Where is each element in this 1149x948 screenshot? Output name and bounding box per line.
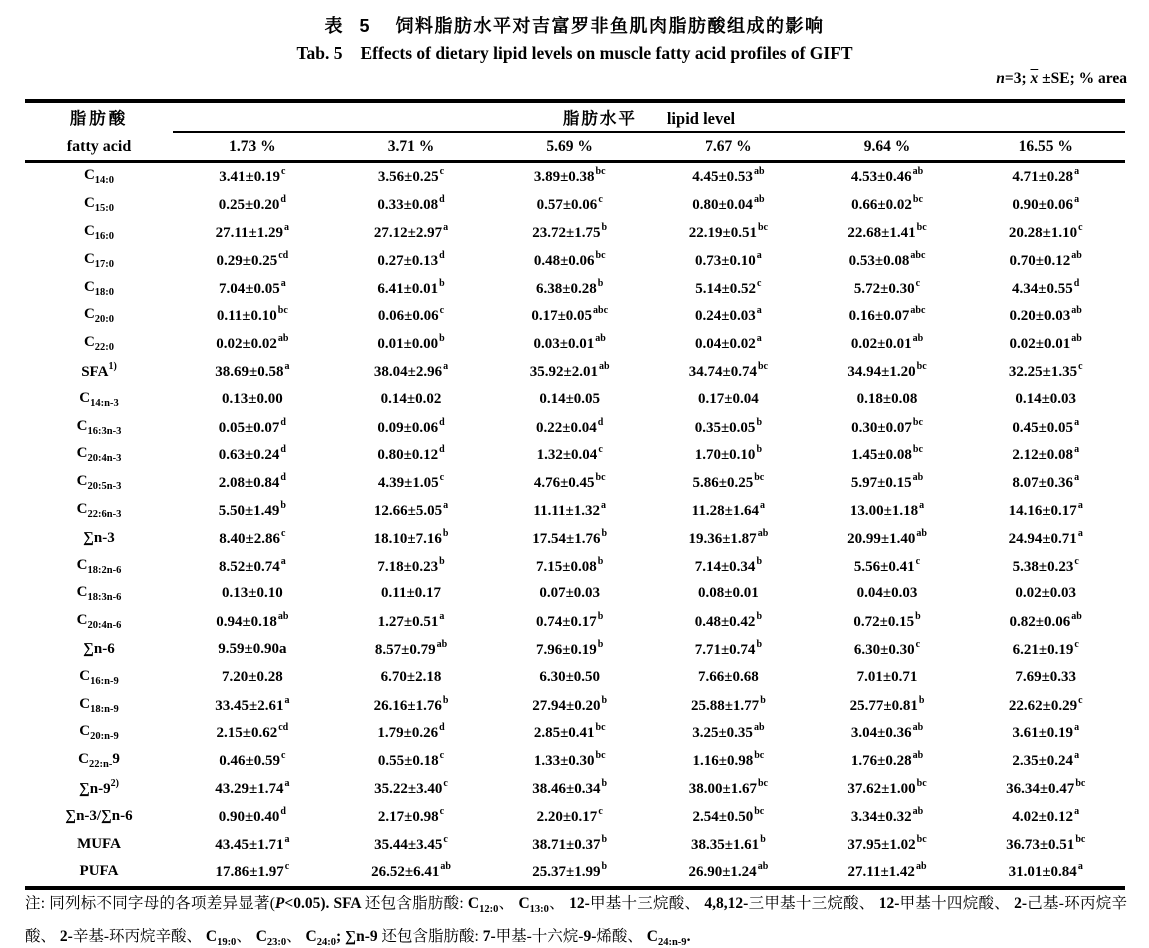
value-cell: 0.35±0.05$^b$ xyxy=(694,416,762,436)
footnote-segment: 12:0 xyxy=(479,904,499,916)
table-row xyxy=(25,524,1125,552)
row-label: $C_{18:2n-6}$ xyxy=(76,556,122,576)
value-cell: 0.07±0.03 xyxy=(539,585,601,602)
footnote-segment: C xyxy=(646,928,658,946)
stats-annotation xyxy=(996,70,1127,88)
value-cell: 0.02±0.02$^{ab}$ xyxy=(216,333,289,353)
value-cell: 6.38±0.28$^b$ xyxy=(536,277,604,297)
mean-symbol: $\overline{x}$ xyxy=(1030,70,1039,87)
value-cell: 38.00±1.67$^{bc}$ xyxy=(688,777,768,797)
value-cell: 38.69±0.58$^a$ xyxy=(215,360,290,380)
value-cell: 4.39±1.05$^c$ xyxy=(377,472,445,492)
value-cell: 6.70±2.18 xyxy=(380,668,442,685)
value-cell: 1.33±0.30$^{bc}$ xyxy=(533,750,606,770)
level-header-3: 5.69 % xyxy=(546,137,593,155)
level-header-6: 16.55 % xyxy=(1018,137,1073,155)
value-cell: 3.89±0.38$^{bc}$ xyxy=(533,166,606,186)
n-symbol: n xyxy=(996,70,1005,87)
value-cell: 4.45±0.53$^{ab}$ xyxy=(692,166,765,186)
value-cell: 2.35±0.24$^a$ xyxy=(1012,750,1080,770)
footnote-segment: 甲基十三烷酸、 xyxy=(589,895,705,912)
value-cell: 0.02±0.01$^{ab}$ xyxy=(850,333,924,353)
value-cell: 18.10±7.16$^b$ xyxy=(373,527,449,547)
value-cell: 26.52±6.41$^{ab}$ xyxy=(371,861,451,881)
row-label: $C_{16:0}$ xyxy=(83,222,115,242)
value-cell: 3.41±0.19$^c$ xyxy=(219,166,286,186)
lipid-level-zh: 脂肪水平 xyxy=(562,109,637,128)
value-cell: 11.11±1.32$^a$ xyxy=(533,499,606,519)
footnote-segment: 、 xyxy=(286,928,306,946)
value-cell: 22.68±1.41$^{bc}$ xyxy=(847,221,927,241)
value-cell: 0.14±0.03 xyxy=(1015,390,1077,407)
row-label: SFA$^{1)}$ xyxy=(81,360,117,380)
value-cell: 0.13±0.10 xyxy=(221,585,283,602)
table-row xyxy=(25,691,1125,719)
footnote-segment: 24:n-9 xyxy=(657,937,687,948)
level-header-2: 3.71 % xyxy=(387,137,435,155)
value-cell: 13.00±1.18$^a$ xyxy=(849,499,925,519)
table-row xyxy=(25,469,1125,497)
level-header-5: 9.64 % xyxy=(863,137,911,155)
row-label: ∑n-9$^{2)}$ xyxy=(79,777,119,797)
row-label: $C_{18:3n-6}$ xyxy=(76,584,122,604)
value-cell: 0.46±0.59$^c$ xyxy=(219,750,286,770)
value-cell: 0.27±0.13$^d$ xyxy=(377,249,445,269)
value-cell: 3.56±0.25$^c$ xyxy=(377,166,445,186)
footnote-segment: 13:0 xyxy=(529,904,549,916)
value-cell: 25.88±1.77$^b$ xyxy=(690,694,766,714)
row-label: $C_{22:n-}9$ xyxy=(78,751,120,771)
footnote-segment: 、 xyxy=(498,895,519,912)
value-cell: 8.52±0.74$^a$ xyxy=(218,555,286,575)
value-cell: 11.28±1.64$^a$ xyxy=(691,499,766,519)
table-body xyxy=(25,163,1125,890)
value-cell: 0.24±0.03$^a$ xyxy=(694,305,762,325)
value-cell: 7.01±0.71 xyxy=(856,668,918,685)
value-cell: 31.01±0.84$^a$ xyxy=(1008,861,1083,881)
row-label: $C_{22:6n-3}$ xyxy=(76,500,122,520)
value-cell: 4.02±0.12$^a$ xyxy=(1012,805,1080,825)
footnote-segment: 19:0 xyxy=(217,937,237,948)
value-cell: 32.25±1.35$^c$ xyxy=(1008,360,1083,380)
table-row xyxy=(25,413,1125,441)
value-cell: 7.66±0.68 xyxy=(697,668,759,685)
table-row xyxy=(25,274,1125,302)
table-title-zh xyxy=(0,12,1149,38)
value-cell: 43.29±1.74$^a$ xyxy=(215,777,290,797)
table-row xyxy=(25,330,1125,358)
value-cell: 2.20±0.17$^c$ xyxy=(536,805,603,825)
row-label: $C_{20:4n-3}$ xyxy=(76,445,122,465)
value-cell: 0.29±0.25$^{cd}$ xyxy=(216,249,289,269)
row-label: $C_{18:n-9}$ xyxy=(79,695,119,715)
value-cell: 0.14±0.05 xyxy=(539,390,601,407)
value-cell: 0.57±0.06$^c$ xyxy=(536,194,603,214)
value-cell: 8.40±2.86$^c$ xyxy=(219,527,286,547)
row-label: $C_{20:0}$ xyxy=(83,306,115,326)
value-cell: 0.22±0.04$^d$ xyxy=(536,416,604,436)
value-cell: 5.14±0.52$^c$ xyxy=(695,277,762,297)
value-cell: 38.46±0.34$^b$ xyxy=(532,777,608,797)
footnote-segment: 4,8,12- xyxy=(704,895,749,912)
table-number-zh: 表 5 xyxy=(324,16,376,36)
footnote-segment: 辛基-环丙烷辛酸、 xyxy=(72,928,206,946)
footnote-segment: 23:0 xyxy=(266,937,287,948)
value-cell: 0.30±0.07$^{bc}$ xyxy=(851,416,923,436)
footnote-segment: ∑n-9 xyxy=(345,928,382,946)
row-label: $C_{16:n-9}$ xyxy=(79,667,119,687)
value-cell: 0.04±0.02$^a$ xyxy=(694,333,762,353)
value-cell: 0.02±0.03 xyxy=(1015,585,1077,602)
value-cell: 20.99±1.40$^{ab}$ xyxy=(847,527,927,547)
value-cell: 0.11±0.17 xyxy=(381,585,441,602)
footnote-segment: P xyxy=(274,895,285,912)
value-cell: 0.66±0.02$^{bc}$ xyxy=(851,194,923,214)
value-cell: 24.94±0.71$^a$ xyxy=(1008,527,1083,547)
value-cell: 0.06±0.06$^c$ xyxy=(377,305,445,325)
value-cell: 2.85±0.41$^{bc}$ xyxy=(533,722,606,742)
row-label: $C_{18:0}$ xyxy=(83,278,115,298)
row-label: $C_{20:n-9}$ xyxy=(79,723,119,743)
level-header-4: 7.67 % xyxy=(705,137,752,155)
table-row xyxy=(25,385,1125,413)
footnote-segment: 甲基十四烷酸、 xyxy=(899,895,1015,912)
footnote-segment: 烯酸、 xyxy=(596,928,647,946)
value-cell: 7.20±0.28 xyxy=(221,668,283,685)
footnote-segment: 、 xyxy=(236,928,256,946)
table-row xyxy=(25,775,1125,803)
table-row xyxy=(25,747,1125,775)
value-cell: 0.17±0.05$^{abc}$ xyxy=(531,305,609,325)
row-label: MUFA xyxy=(77,835,121,852)
footnote-segment: 12- xyxy=(878,895,900,912)
footnote-segment: 注: 同列标不同字母的各项差异显著( xyxy=(25,895,275,912)
value-cell: 0.08±0.01 xyxy=(697,585,759,602)
footnote-segment: . xyxy=(686,928,691,946)
value-cell: 5.38±0.23$^c$ xyxy=(1012,555,1079,575)
value-cell: 20.28±1.10$^c$ xyxy=(1008,221,1083,241)
value-cell: 1.79±0.26$^d$ xyxy=(377,722,445,742)
value-cell: 3.25±0.35$^{ab}$ xyxy=(692,722,765,742)
footnote-segment: 24:0 xyxy=(316,937,336,948)
value-cell: 7.69±0.33 xyxy=(1015,668,1077,685)
value-cell: 36.73±0.51$^{bc}$ xyxy=(1006,833,1086,853)
value-cell: 0.20±0.03$^{ab}$ xyxy=(1009,305,1082,325)
table-header-levels-row xyxy=(25,133,1125,163)
table-header-group-row xyxy=(25,103,1125,131)
row-label: ∑n-3/∑n-6 xyxy=(65,807,133,824)
value-cell: 0.90±0.40$^d$ xyxy=(218,805,286,825)
value-cell: 0.80±0.04$^{ab}$ xyxy=(692,194,765,214)
value-cell: 0.48±0.06$^{bc}$ xyxy=(533,249,606,269)
value-cell: 5.56±0.41$^c$ xyxy=(853,555,921,575)
value-cell: 6.21±0.19$^c$ xyxy=(1012,638,1079,658)
value-cell: 0.94±0.18$^{ab}$ xyxy=(216,611,289,631)
level-header-1: 1.73 % xyxy=(229,137,276,155)
footnote-segment: ; xyxy=(336,928,346,946)
value-cell: 4.71±0.28$^a$ xyxy=(1012,166,1080,186)
value-cell: 0.01±0.00$^b$ xyxy=(377,333,445,353)
value-cell: 0.16±0.07$^{abc}$ xyxy=(848,305,926,325)
row-label: ∑n-3 xyxy=(83,529,115,546)
value-cell: 0.11±0.10$^{bc}$ xyxy=(216,305,288,325)
row-label: $C_{20:5n-3}$ xyxy=(76,473,122,493)
table-row xyxy=(25,163,1125,191)
table-title-zh-text: 饲料脂肪水平对吉富罗非鱼肌肉脂肪酸组成的影响 xyxy=(395,16,825,36)
value-cell: 0.82±0.06$^{ab}$ xyxy=(1009,611,1082,631)
footnote-segment: 三甲基十三烷酸、 xyxy=(748,895,879,912)
footnote-segment: C xyxy=(205,928,218,946)
footnote-segment: 、 xyxy=(548,895,570,912)
value-cell: 0.13±0.00 xyxy=(221,390,283,407)
row-label: $C_{14:0}$ xyxy=(83,167,115,187)
footnote xyxy=(25,890,1127,948)
table-row xyxy=(25,830,1125,858)
value-cell: 27.11±1.29$^a$ xyxy=(215,221,290,241)
value-cell: 0.45±0.05$^a$ xyxy=(1012,416,1080,436)
value-cell: 0.14±0.02 xyxy=(380,390,442,407)
value-cell: 35.44±3.45$^c$ xyxy=(374,833,448,853)
table-row xyxy=(25,552,1125,580)
value-cell: 2.08±0.84$^d$ xyxy=(218,472,286,492)
table-row xyxy=(25,358,1125,386)
value-cell: 0.73±0.10$^a$ xyxy=(694,249,762,269)
value-cell: 0.09±0.06$^d$ xyxy=(377,416,445,436)
value-cell: 9.59±0.90a xyxy=(218,640,287,657)
value-cell: 1.16±0.98$^{bc}$ xyxy=(692,750,765,770)
value-cell: 0.72±0.15$^b$ xyxy=(853,611,921,631)
value-cell: 8.57±0.79$^{ab}$ xyxy=(374,638,448,658)
value-cell: 7.14±0.34$^b$ xyxy=(694,555,762,575)
table-row xyxy=(25,441,1125,469)
footnote-segment: 9- xyxy=(583,928,597,946)
footnote-segment: 2- xyxy=(59,928,73,946)
value-cell: 5.50±1.49$^b$ xyxy=(218,499,286,519)
row-label: $C_{15:0}$ xyxy=(83,195,115,215)
value-cell: 33.45±2.61$^a$ xyxy=(215,694,290,714)
lipid-level-group-header xyxy=(173,105,1125,129)
value-cell: 7.71±0.74$^b$ xyxy=(694,638,762,658)
footnote-segment: C xyxy=(305,928,317,946)
table-row xyxy=(25,719,1125,747)
table-title-en-text: Effects of dietary lipid levels on muscle fatty acid profiles of GIFT xyxy=(360,43,853,63)
value-cell: 0.70±0.12$^{ab}$ xyxy=(1009,249,1082,269)
value-cell: 35.92±2.01$^{ab}$ xyxy=(529,360,610,380)
table-row xyxy=(25,636,1125,664)
column-header-fatty-acid-zh: 脂肪酸 xyxy=(69,109,129,128)
value-cell: 38.35±1.61$^b$ xyxy=(690,833,766,853)
table-row xyxy=(25,302,1125,330)
value-cell: 35.22±3.40$^c$ xyxy=(374,777,448,797)
column-header-fatty-acid-en: fatty acid xyxy=(66,137,132,155)
value-cell: 22.62±0.29$^c$ xyxy=(1008,694,1083,714)
value-cell: 43.45±1.71$^a$ xyxy=(215,833,290,853)
value-cell: 1.45±0.08$^{bc}$ xyxy=(851,444,923,464)
value-cell: 36.34±0.47$^{bc}$ xyxy=(1006,777,1086,797)
row-label: $C_{22:0}$ xyxy=(83,334,115,354)
row-label: $C_{14:n-3}$ xyxy=(79,389,119,409)
value-cell: 34.94±1.20$^{bc}$ xyxy=(847,360,927,380)
value-cell: 6.30±0.30$^c$ xyxy=(853,638,921,658)
footnote-segment: 还包含脂肪酸: xyxy=(381,928,483,946)
value-cell: 34.74±0.74$^{bc}$ xyxy=(688,360,768,380)
footnote-segment: 还包含脂肪酸: xyxy=(364,895,468,912)
value-cell: 6.41±0.01$^b$ xyxy=(377,277,445,297)
value-cell: 2.17±0.98$^c$ xyxy=(377,805,445,825)
value-cell: 2.15±0.62$^{cd}$ xyxy=(216,722,289,742)
value-cell: 0.74±0.17$^b$ xyxy=(536,611,604,631)
table-row xyxy=(25,663,1125,691)
value-cell: 3.61±0.19$^a$ xyxy=(1012,722,1080,742)
footnote-segment: 己基-环丙烷辛酸、 xyxy=(25,895,1127,946)
value-cell: 0.63±0.24$^d$ xyxy=(218,444,286,464)
value-cell: 25.37±1.99$^b$ xyxy=(532,861,608,881)
value-cell: 3.34±0.32$^{ab}$ xyxy=(850,805,924,825)
table-row xyxy=(25,858,1125,886)
row-label: $C_{20:4n-6}$ xyxy=(76,612,122,632)
value-cell: 3.04±0.36$^{ab}$ xyxy=(850,722,924,742)
table-title-en xyxy=(0,43,1149,64)
n-value: =3; xyxy=(1004,70,1031,87)
value-cell: 23.72±1.75$^b$ xyxy=(532,221,608,241)
footnote-segment: <0.05). SFA xyxy=(284,895,365,912)
value-cell: 0.05±0.07$^d$ xyxy=(218,416,286,436)
value-cell: 17.86±1.97$^c$ xyxy=(215,861,290,881)
value-cell: 38.04±2.96$^a$ xyxy=(373,360,449,380)
value-cell: 0.55±0.18$^c$ xyxy=(377,750,445,770)
value-cell: 0.48±0.42$^b$ xyxy=(694,611,762,631)
value-cell: 0.33±0.08$^d$ xyxy=(377,194,445,214)
value-cell: 2.12±0.08$^a$ xyxy=(1012,444,1080,464)
value-cell: 27.94±0.20$^b$ xyxy=(532,694,608,714)
value-cell: 37.95±1.02$^{bc}$ xyxy=(847,833,927,853)
footnote-segment: C xyxy=(255,928,267,946)
value-cell: 5.86±0.25$^{bc}$ xyxy=(692,472,765,492)
lipid-level-en: lipid level xyxy=(666,109,736,128)
value-cell: 5.97±0.15$^{ab}$ xyxy=(850,472,924,492)
row-label: PUFA xyxy=(79,863,119,880)
value-cell: 1.32±0.04$^c$ xyxy=(536,444,603,464)
table-row xyxy=(25,580,1125,608)
value-cell: 38.71±0.37$^b$ xyxy=(532,833,608,853)
value-cell: 27.12±2.97$^a$ xyxy=(373,221,449,241)
footnote-segment: C xyxy=(467,895,480,912)
value-cell: 0.18±0.08 xyxy=(856,390,918,407)
footnote-segment: 2- xyxy=(1014,895,1028,912)
footnote-segment: 7- xyxy=(482,928,496,946)
value-cell: 26.90±1.24$^{ab}$ xyxy=(688,861,769,881)
row-label: $C_{16:3n-3}$ xyxy=(76,417,122,437)
value-cell: 4.34±0.55$^d$ xyxy=(1012,277,1080,297)
table-row xyxy=(25,191,1125,219)
value-cell: 0.04±0.03 xyxy=(856,585,918,602)
value-cell: 6.30±0.50 xyxy=(539,668,601,685)
value-cell: 7.15±0.08$^b$ xyxy=(536,555,604,575)
footnote-segment: C xyxy=(518,895,530,912)
footnote-segment: 甲基-十六烷- xyxy=(495,928,584,946)
table-row xyxy=(25,802,1125,830)
table-number-en: Tab. 5 xyxy=(296,43,343,63)
value-cell: 25.77±0.81$^b$ xyxy=(849,694,925,714)
value-cell: 0.02±0.01$^{ab}$ xyxy=(1009,333,1082,353)
row-label: ∑n-6 xyxy=(83,640,115,657)
value-cell: 2.54±0.50$^{bc}$ xyxy=(692,805,765,825)
value-cell: 7.96±0.19$^b$ xyxy=(536,638,604,658)
value-cell: 37.62±1.00$^{bc}$ xyxy=(847,777,927,797)
value-cell: 4.76±0.45$^{bc}$ xyxy=(533,472,606,492)
footnote-segment: 12- xyxy=(569,895,590,912)
se-area-text: ±SE; % area xyxy=(1038,70,1127,87)
value-cell: 14.16±0.17$^a$ xyxy=(1008,499,1083,519)
table-row xyxy=(25,246,1125,274)
data-table xyxy=(25,99,1125,890)
value-cell: 0.80±0.12$^d$ xyxy=(377,444,445,464)
table-row xyxy=(25,497,1125,525)
row-label: $C_{17:0}$ xyxy=(83,250,115,270)
value-cell: 26.16±1.76$^b$ xyxy=(373,694,449,714)
value-cell: 7.18±0.23$^b$ xyxy=(377,555,445,575)
value-cell: 1.76±0.28$^{ab}$ xyxy=(850,750,924,770)
value-cell: 8.07±0.36$^a$ xyxy=(1012,472,1080,492)
value-cell: 0.90±0.06$^a$ xyxy=(1012,194,1080,214)
value-cell: 0.53±0.08$^{abc}$ xyxy=(848,249,926,269)
value-cell: 5.72±0.30$^c$ xyxy=(853,277,921,297)
value-cell: 0.25±0.20$^d$ xyxy=(218,194,286,214)
value-cell: 0.17±0.04 xyxy=(697,390,759,407)
value-cell: 17.54±1.76$^b$ xyxy=(532,527,608,547)
value-cell: 22.19±0.51$^{bc}$ xyxy=(688,221,768,241)
value-cell: 1.70±0.10$^b$ xyxy=(694,444,762,464)
table-row xyxy=(25,219,1125,247)
table-row xyxy=(25,608,1125,636)
value-cell: 19.36±1.87$^{ab}$ xyxy=(688,527,769,547)
value-cell: 1.27±0.51$^a$ xyxy=(377,611,445,631)
value-cell: 0.03±0.01$^{ab}$ xyxy=(533,333,606,353)
value-cell: 27.11±1.42$^{ab}$ xyxy=(847,861,927,881)
value-cell: 12.66±5.05$^a$ xyxy=(373,499,449,519)
value-cell: 4.53±0.46$^{ab}$ xyxy=(850,166,924,186)
value-cell: 7.04±0.05$^a$ xyxy=(218,277,286,297)
